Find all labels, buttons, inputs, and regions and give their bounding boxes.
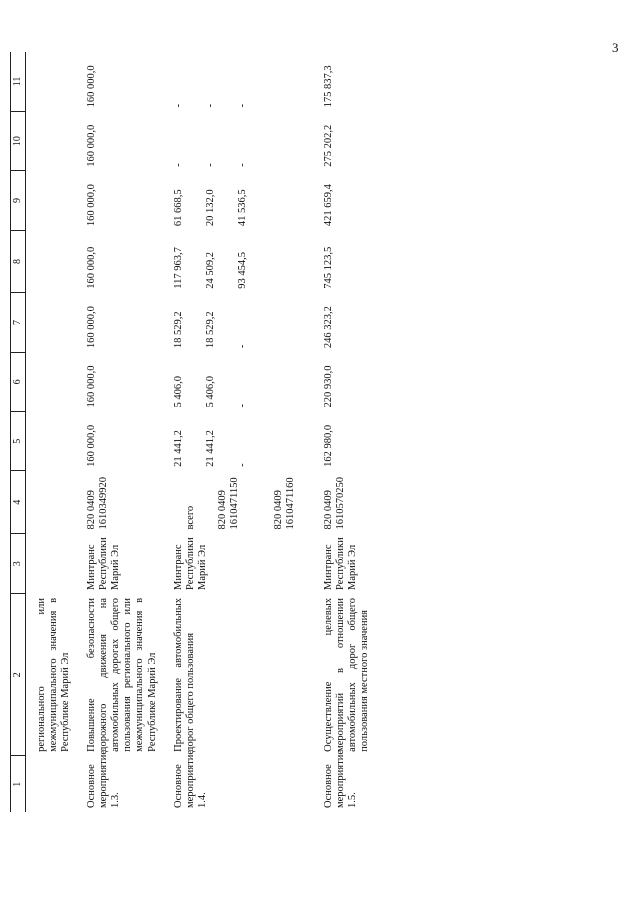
activity-description: Осуществление целевых мероприятий в отношении автомобильных дорог общего пользования местного значения: [323, 597, 371, 752]
amount-cell: 175 837,3: [323, 65, 335, 108]
amount-cell: -: [236, 163, 248, 167]
amount-cell: 41 536,5: [236, 189, 248, 227]
amount-cell: [26, 171, 77, 230]
amount-cell: 18 529,2: [204, 311, 216, 349]
amount-cell: 5 406,0: [204, 376, 216, 408]
amount-cell: 117 963,7: [172, 247, 184, 289]
table-header-row: [11, 52, 26, 812]
responsible-executor: Минтранс Республики Марий Эл: [172, 537, 208, 590]
amount-cell: -: [236, 404, 248, 408]
rotated-table-sheet: [10, 52, 610, 812]
amount-cell: 24 509,2: [204, 252, 216, 289]
amount-cell: 93 454,5: [236, 252, 248, 289]
amount-group: [163, 293, 314, 352]
page-number: 3: [612, 40, 619, 55]
responsible-executor: Минтранс Республики Марий Эл: [86, 537, 122, 590]
activity-code: Основное мероприятие 1.3.: [86, 750, 122, 808]
amount-cell: -: [236, 344, 248, 349]
budget-code: 820 0409 1610471150: [216, 477, 240, 530]
column-number: 5: [11, 412, 26, 471]
table-row: [313, 52, 375, 812]
amount-cell: 160 000,0: [86, 424, 98, 467]
amount-cell: 61 668,5: [172, 189, 184, 227]
column-number: 8: [11, 230, 26, 293]
column-number: 1: [11, 756, 26, 812]
activity-code: Основное мероприятие 1.5.: [323, 750, 359, 808]
budget-code: 820 0409 1610570250: [323, 477, 347, 530]
activity-description: Проектирование автомобильных дорог общего пользования: [172, 597, 196, 752]
column-number: 10: [11, 111, 26, 170]
amount-cell: -: [204, 103, 216, 108]
amount-cell: 220 930,0: [323, 365, 335, 408]
amount-cell: 421 659,4: [323, 184, 335, 227]
amount-cell: [26, 230, 77, 293]
column-number: 9: [11, 171, 26, 230]
amount-group: [163, 52, 314, 111]
activity-description: регионального или межмуниципального значения в Республике Марий Эл: [36, 597, 72, 752]
column-number: 2: [11, 594, 26, 756]
activity-code: Основное мероприятие 1.4.: [172, 750, 208, 808]
amount-cell: [26, 52, 77, 111]
column-number: 4: [11, 471, 26, 534]
amount-cell: 275 202,2: [323, 124, 335, 167]
amount-cell: 745 123,5: [323, 246, 335, 289]
amount-group: [163, 171, 314, 230]
budget-code: 820 0409 1610349920: [86, 477, 110, 530]
table-row: [26, 52, 77, 812]
amount-cell: 246 323,2: [323, 306, 335, 349]
column-number: 6: [11, 352, 26, 411]
budget-code-group: [163, 471, 314, 534]
amount-group: [163, 230, 314, 293]
amount-cell: 160 000,0: [86, 184, 98, 227]
amount-cell: 18 529,2: [172, 311, 184, 349]
activity-description: Повышение безопасности дорожного движения на автомобильных дорогах общего пользования регионального или межмуниципального значения в Республике Марий Эл: [86, 597, 158, 752]
amount-cell: -: [172, 163, 184, 167]
amount-cell: -: [236, 463, 248, 467]
amount-cell: 160 000,0: [86, 246, 98, 289]
amount-cell: 21 441,2: [172, 430, 184, 467]
amount-group: [163, 352, 314, 411]
responsible-executor: Минтранс Республики Марий Эл: [323, 537, 359, 590]
amount-group: [163, 412, 314, 471]
column-number: 7: [11, 293, 26, 352]
activity-code: [26, 756, 77, 812]
budget-code-total: всего: [184, 505, 196, 530]
amount-cell: -: [172, 103, 184, 108]
column-number: 3: [11, 534, 26, 594]
amount-cell: -: [204, 163, 216, 167]
amount-cell: [26, 412, 77, 471]
budget-code: [26, 471, 77, 534]
amount-cell: 160 000,0: [86, 124, 98, 167]
responsible-executor: [26, 534, 77, 594]
budget-code: 820 0409 1610471160: [272, 477, 296, 530]
amount-cell: 20 132,0: [204, 189, 216, 227]
amount-cell: 21 441,2: [204, 430, 216, 467]
amount-cell: 5 406,0: [172, 376, 184, 408]
column-number: 11: [11, 52, 26, 111]
amount-cell: -: [236, 103, 248, 108]
amount-cell: 160 000,0: [86, 65, 98, 108]
amount-cell: [26, 293, 77, 352]
budget-table: [10, 52, 375, 812]
table-row: [76, 52, 162, 812]
amount-cell: 162 980,0: [323, 424, 335, 467]
amount-cell: 160 000,0: [86, 365, 98, 408]
table-row: [163, 52, 314, 812]
amount-cell: [26, 352, 77, 411]
amount-cell: 160 000,0: [86, 306, 98, 349]
amount-cell: [26, 111, 77, 170]
amount-group: [163, 111, 314, 170]
